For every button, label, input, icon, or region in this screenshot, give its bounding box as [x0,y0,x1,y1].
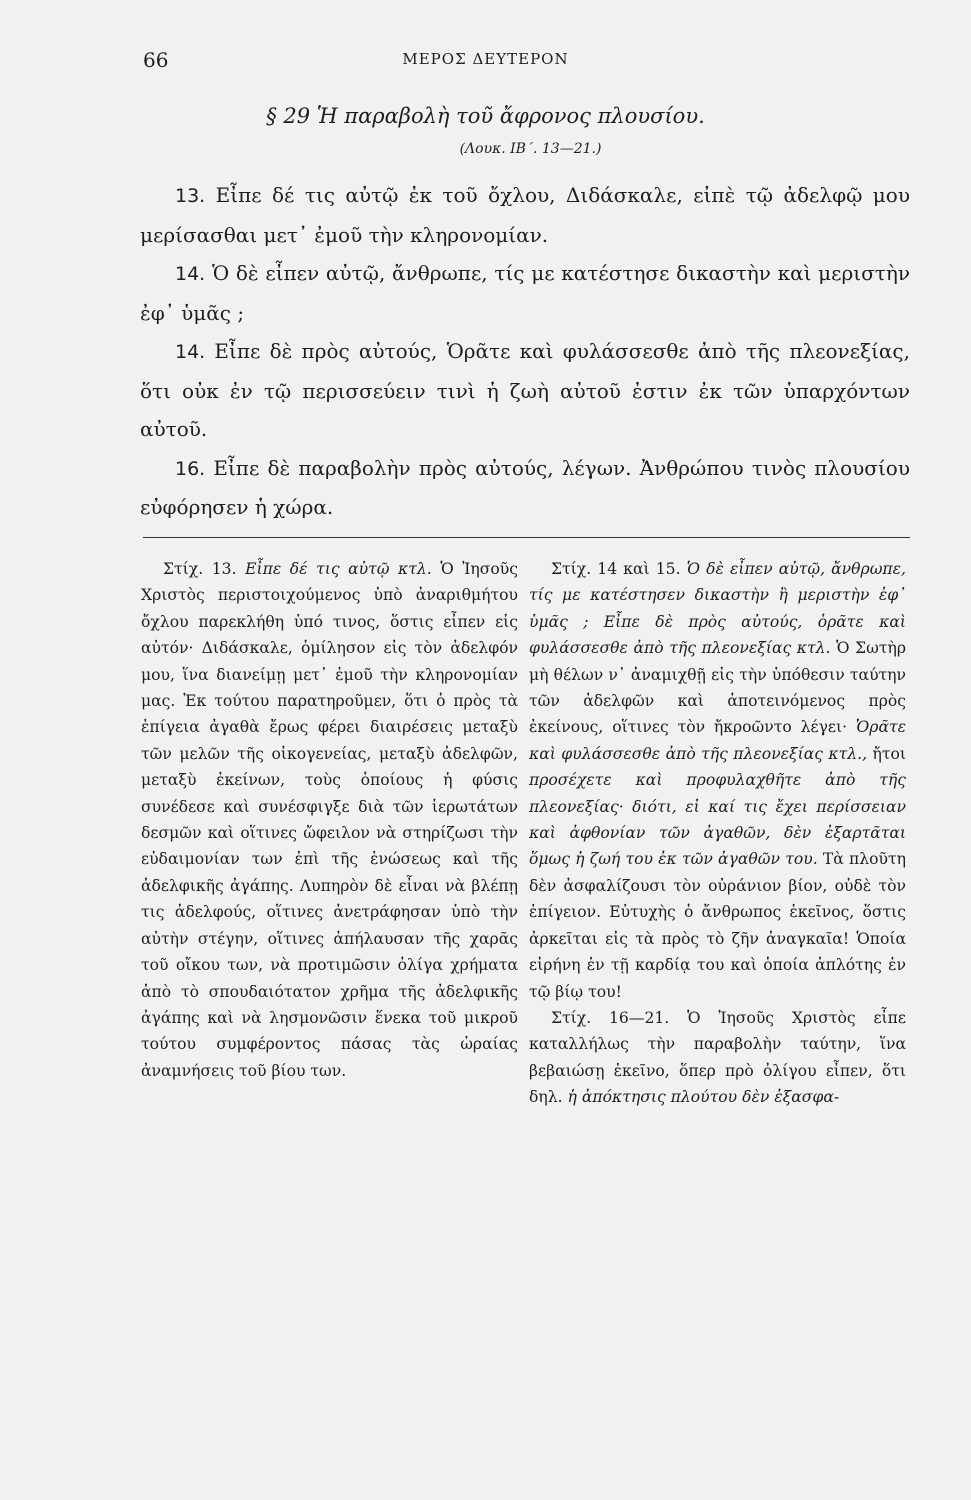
verse-text: Εἶπε δὲ παραβολὴν πρὸς αὐτούς, λέγων. Ἀνθρώπου τινὸς πλουσίου εὐφόρησεν ἡ χώρα. [140,455,910,519]
verse-16 [140,449,910,527]
verse-number: 13. [175,185,206,207]
commentary-paragraph [141,556,518,1084]
verse-number: 14. [175,263,206,285]
commentary-text: Τὰ πλοῦτη δὲν ἀσφαλίζουσι τὸν οὐράνιον βίον, οὐδὲ τὸν ἐπίγειον. Εὐτυχὴς ὁ ἄνθρωπος ἐκεῖνος, ὅστις ἀρκεῖται εἰς τὰ πρὸς τὸ ζῆν ἀναγκαῖα! Ὁποία εἰρήνη ἐν τῇ καρδίᾳ του καὶ ὁποία ἁπλότης ἐν τῷ βίῳ του! [529,850,906,1001]
verse-15 [140,332,910,449]
commentary-quote: προσέχετε καὶ προφυλαχθῆτε ἀπὸ τῆς πλεονεξίας· διότι, εἰ καί τις ἔχει περίσσειαν καὶ ἀφθονίαν τῶν ἀγαθῶν, δὲν ἐξαρτᾶται ὅμως ἡ ζωή του ἐκ τῶν ἀγαθῶν του. [529,771,906,869]
page-number: 66 [143,48,169,72]
commentary-left-column [141,556,518,1084]
commentary-text: Ὁ Ἰησοῦς Χριστὸς περιστοιχούμενος ὑπὸ ἀναριθμήτου ὄχλου παρεκλήθη ὑπό τινος, ὅστις εἶπεν εἰς αὐτόν· Διδάσκαλε, ὁμίλησον εἰς τὸν ἀδελφόν μου, ἵνα διανείμῃ μετ᾽ ἐμοῦ τὴν κληρονομίαν μας. Ἐκ τούτου παρατηροῦμεν, ὅτι ὁ πρὸς τὰ ἐπίγεια ἀγαθὰ ἔρως φέρει διαιρέσεις μεταξὺ τῶν μελῶν τῆς οἰκογενείας, μεταξὺ ἀδελφῶν, μεταξὺ ἐκείνων, τοὺς ὁποίους ἡ φύσις συνέδεσε καὶ συνέσφιγξε διὰ τῶν ἱερωτάτων δεσμῶν καὶ οἵτινες ὤφειλον νὰ στηρίζωσι τὴν εὐδαιμονίαν των ἐπὶ τῆς ἑνώσεως καὶ τῆς ἀδελφικῆς ἀγάπης. Λυπηρὸν δὲ εἶναι νὰ βλέπῃ τις ἀδελφούς, οἵτινες ἀνετράφησαν ὑπὸ τὴν αὐτὴν στέγην, οἵτινες ἀπήλαυσαν τῆς χαρᾶς τοῦ οἴκου των, νὰ προτιμῶσιν ὀλίγα χρήματα ἀπὸ τὸ σπουδαιότατον χρῆμα τῆς ἀδελφικῆς ἀγάπης καὶ νὰ λησμονῶσιν ἕνεκα τοῦ μικροῦ τούτου συμφέροντος πάσας τὰς ὡραίας ἀναμνήσεις τοῦ βίου των. [141,560,518,1080]
commentary-quote: Εἶπε δέ τις αὐτῷ κτλ. [245,560,432,578]
scripture-reference: (Λουκ. ΙΒ΄. 13—21.) [459,141,602,157]
verse-text: Ὁ δὲ εἶπεν αὐτῷ, ἄνθρωπε, τίς με κατέστησε δικαστὴν καὶ μεριστὴν ἐφ᾽ ὑμᾶς ; [140,261,910,325]
page-header [0,48,971,78]
verse-number: 14. [175,341,206,363]
commentary-text: Ὁ Ἰησοῦς Χριστὸς εἶπε καταλλήλως τὴν παραβολὴν ταύτην, ἵνα βεβαιώσῃ ἐκεῖνο, ὅπερ πρὸ ὀλίγου εἶπεν, ὅτι δηλ. [529,1008,906,1107]
section-divider [143,537,910,538]
commentary-lead: Στίχ. 13. [163,560,237,578]
scripture-text [140,176,910,527]
verse-text: Εἶπε δέ τις αὐτῷ ἐκ τοῦ ὄχλου, Διδάσκαλε, εἰπὲ τῷ ἀδελφῷ μου μερίσασθαι μετ᾽ ἐμοῦ τὴν κληρονομίαν. [140,183,911,247]
commentary-quote: Ὁ δὲ εἶπεν αὐτῷ, ἄνθρωπε, τίς με κατέστησεν δικαστὴν ἢ μεριστὴν ἐφ᾽ ὑμᾶς ; Εἶπε δὲ πρὸς αὐτούς, ὁρᾶτε καὶ φυλάσσεσθε ἀπὸ τῆς πλεονεξίας κτλ. [529,560,906,658]
section-title: § 29 Ἡ παραβολὴ τοῦ ἄφρονος πλουσίου. [266,104,705,128]
commentary-text: Ὁ Σωτὴρ μὴ θέλων ν᾽ ἀναμιχθῇ εἰς τὴν ὑπόθεσιν ταύτην τῶν ἀδελφῶν καὶ ἀποτεινόμενος πρὸς ἐκείνους, οἵτινες τὸν ἤκροῶντο λέγει· [529,639,906,737]
commentary-lead: Στίχ. 14 καὶ 15. [551,560,681,578]
verse-number: 16. [175,457,206,480]
commentary-right-column [529,556,906,1111]
verse-14 [140,254,910,332]
verse-text: Εἶπε δὲ πρὸς αὐτούς, Ὁρᾶτε καὶ φυλάσσεσθε ἀπὸ τῆς πλεονεξίας, ὅτι οὐκ ἐν τῷ περισσεύειν τινὶ ἡ ζωὴ αὐτοῦ ἐστιν ἐκ τῶν ὑπαρχόντων αὐτοῦ. [140,339,910,441]
commentary-text: ἤτοι [872,744,906,763]
commentary-paragraph [529,556,906,1005]
commentary-quote: Ὁρᾶτε καὶ φυλάσσεσθε ἀπὸ τῆς πλεονεξίας κτλ., [529,718,906,763]
commentary-lead: Στίχ. 16—21. [551,1008,670,1027]
commentary-quote: ἡ ἀπόκτησις πλούτου δὲν ἐξασφα- [567,1088,840,1107]
verse-13 [140,176,910,254]
commentary-paragraph [529,1005,906,1111]
running-title: ΜΕΡΟΣ ΔΕΥΤΕΡΟΝ [402,50,569,68]
